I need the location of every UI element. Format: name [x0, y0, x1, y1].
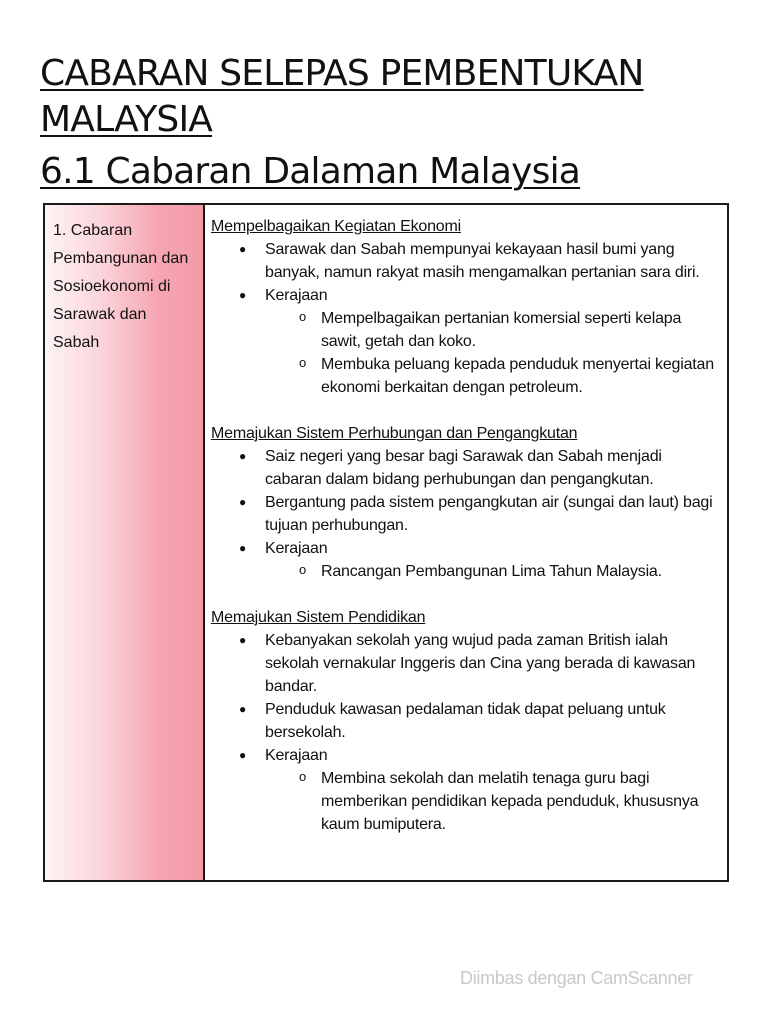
- bullet-item: [211, 698, 719, 744]
- topic-line: Pembangunan dan: [53, 250, 189, 267]
- content-section: [211, 215, 719, 399]
- sub-bullet-item: o Membina sekolah dan melatih tenaga guru bagi memberikan pendidikan kepada penduduk, khususnya kaum bumiputera.: [265, 767, 719, 836]
- topic-line: Sosioekonomi di: [53, 278, 171, 295]
- bullet-text: Penduduk kawasan pedalaman tidak dapat peluang untuk bersekolah.: [265, 701, 666, 741]
- bullet-text: Kebanyakan sekolah yang wujud pada zaman British ialah sekolah vernakular Inggeris dan Cina yang berada di kawasan bandar.: [265, 632, 696, 695]
- scanner-watermark: Diimbas dengan CamScanner: [460, 968, 693, 988]
- content-section: [211, 422, 719, 583]
- section-title: Memajukan Sistem Perhubungan dan Pengangkutan: [211, 425, 578, 442]
- bullet-text: Sarawak dan Sabah mempunyai kekayaan hasil bumi yang banyak, namun rakyat masih mengamalkan pertanian sara diri.: [265, 241, 700, 281]
- page-title-line-1: CABARAN SELEPAS PEMBENTUKAN: [40, 53, 644, 94]
- bullet-item: [211, 445, 719, 491]
- section-heading: 6.1 Cabaran Dalaman Malaysia: [40, 151, 581, 192]
- section-title: Mempelbagaikan Kegiatan Ekonomi: [211, 218, 461, 235]
- bullet-item: [211, 491, 719, 537]
- sub-bullet-list: [265, 307, 719, 399]
- sub-bullet-list: [265, 560, 719, 583]
- bullet-text: Bergantung pada sistem pengangkutan air (sungai dan laut) bagi tujuan perhubungan.: [265, 494, 713, 534]
- sub-bullet-list: [265, 767, 719, 836]
- sub-bullet-item: o Membuka peluang kepada penduduk menyertai kegiatan ekonomi berkaitan dengan petroleum.: [265, 353, 719, 399]
- sub-bullet-item: o Rancangan Pembangunan Lima Tahun Malaysia.: [265, 560, 719, 583]
- page-title-line-2: MALAYSIA: [40, 99, 213, 140]
- bullet-list: [211, 629, 719, 836]
- topic-line: 1. Cabaran: [53, 222, 133, 239]
- bullet-text: Kerajaan: [265, 747, 328, 764]
- bullet-item: [211, 744, 719, 836]
- bullet-list: [211, 238, 719, 399]
- bullet-item: [211, 284, 719, 399]
- section-title: Memajukan Sistem Pendidikan: [211, 609, 426, 626]
- topic-line: Sarawak dan: [53, 306, 147, 323]
- bullet-list: [211, 445, 719, 583]
- topic-cell: [45, 205, 205, 880]
- bullet-item: [211, 238, 719, 284]
- details-cell: [205, 205, 727, 880]
- topic-line: Sabah: [53, 334, 100, 351]
- bullet-item: [211, 537, 719, 583]
- bullet-text: Kerajaan: [265, 287, 328, 304]
- sub-bullet-item: o Mempelbagaikan pertanian komersial seperti kelapa sawit, getah dan koko.: [265, 307, 719, 353]
- bullet-item: [211, 629, 719, 698]
- bullet-text: Saiz negeri yang besar bagi Sarawak dan Sabah menjadi cabaran dalam bidang perhubungan dan pengangkutan.: [265, 448, 662, 488]
- content-section: [211, 606, 719, 836]
- bullet-text: Kerajaan: [265, 540, 328, 557]
- content-table: [43, 203, 729, 882]
